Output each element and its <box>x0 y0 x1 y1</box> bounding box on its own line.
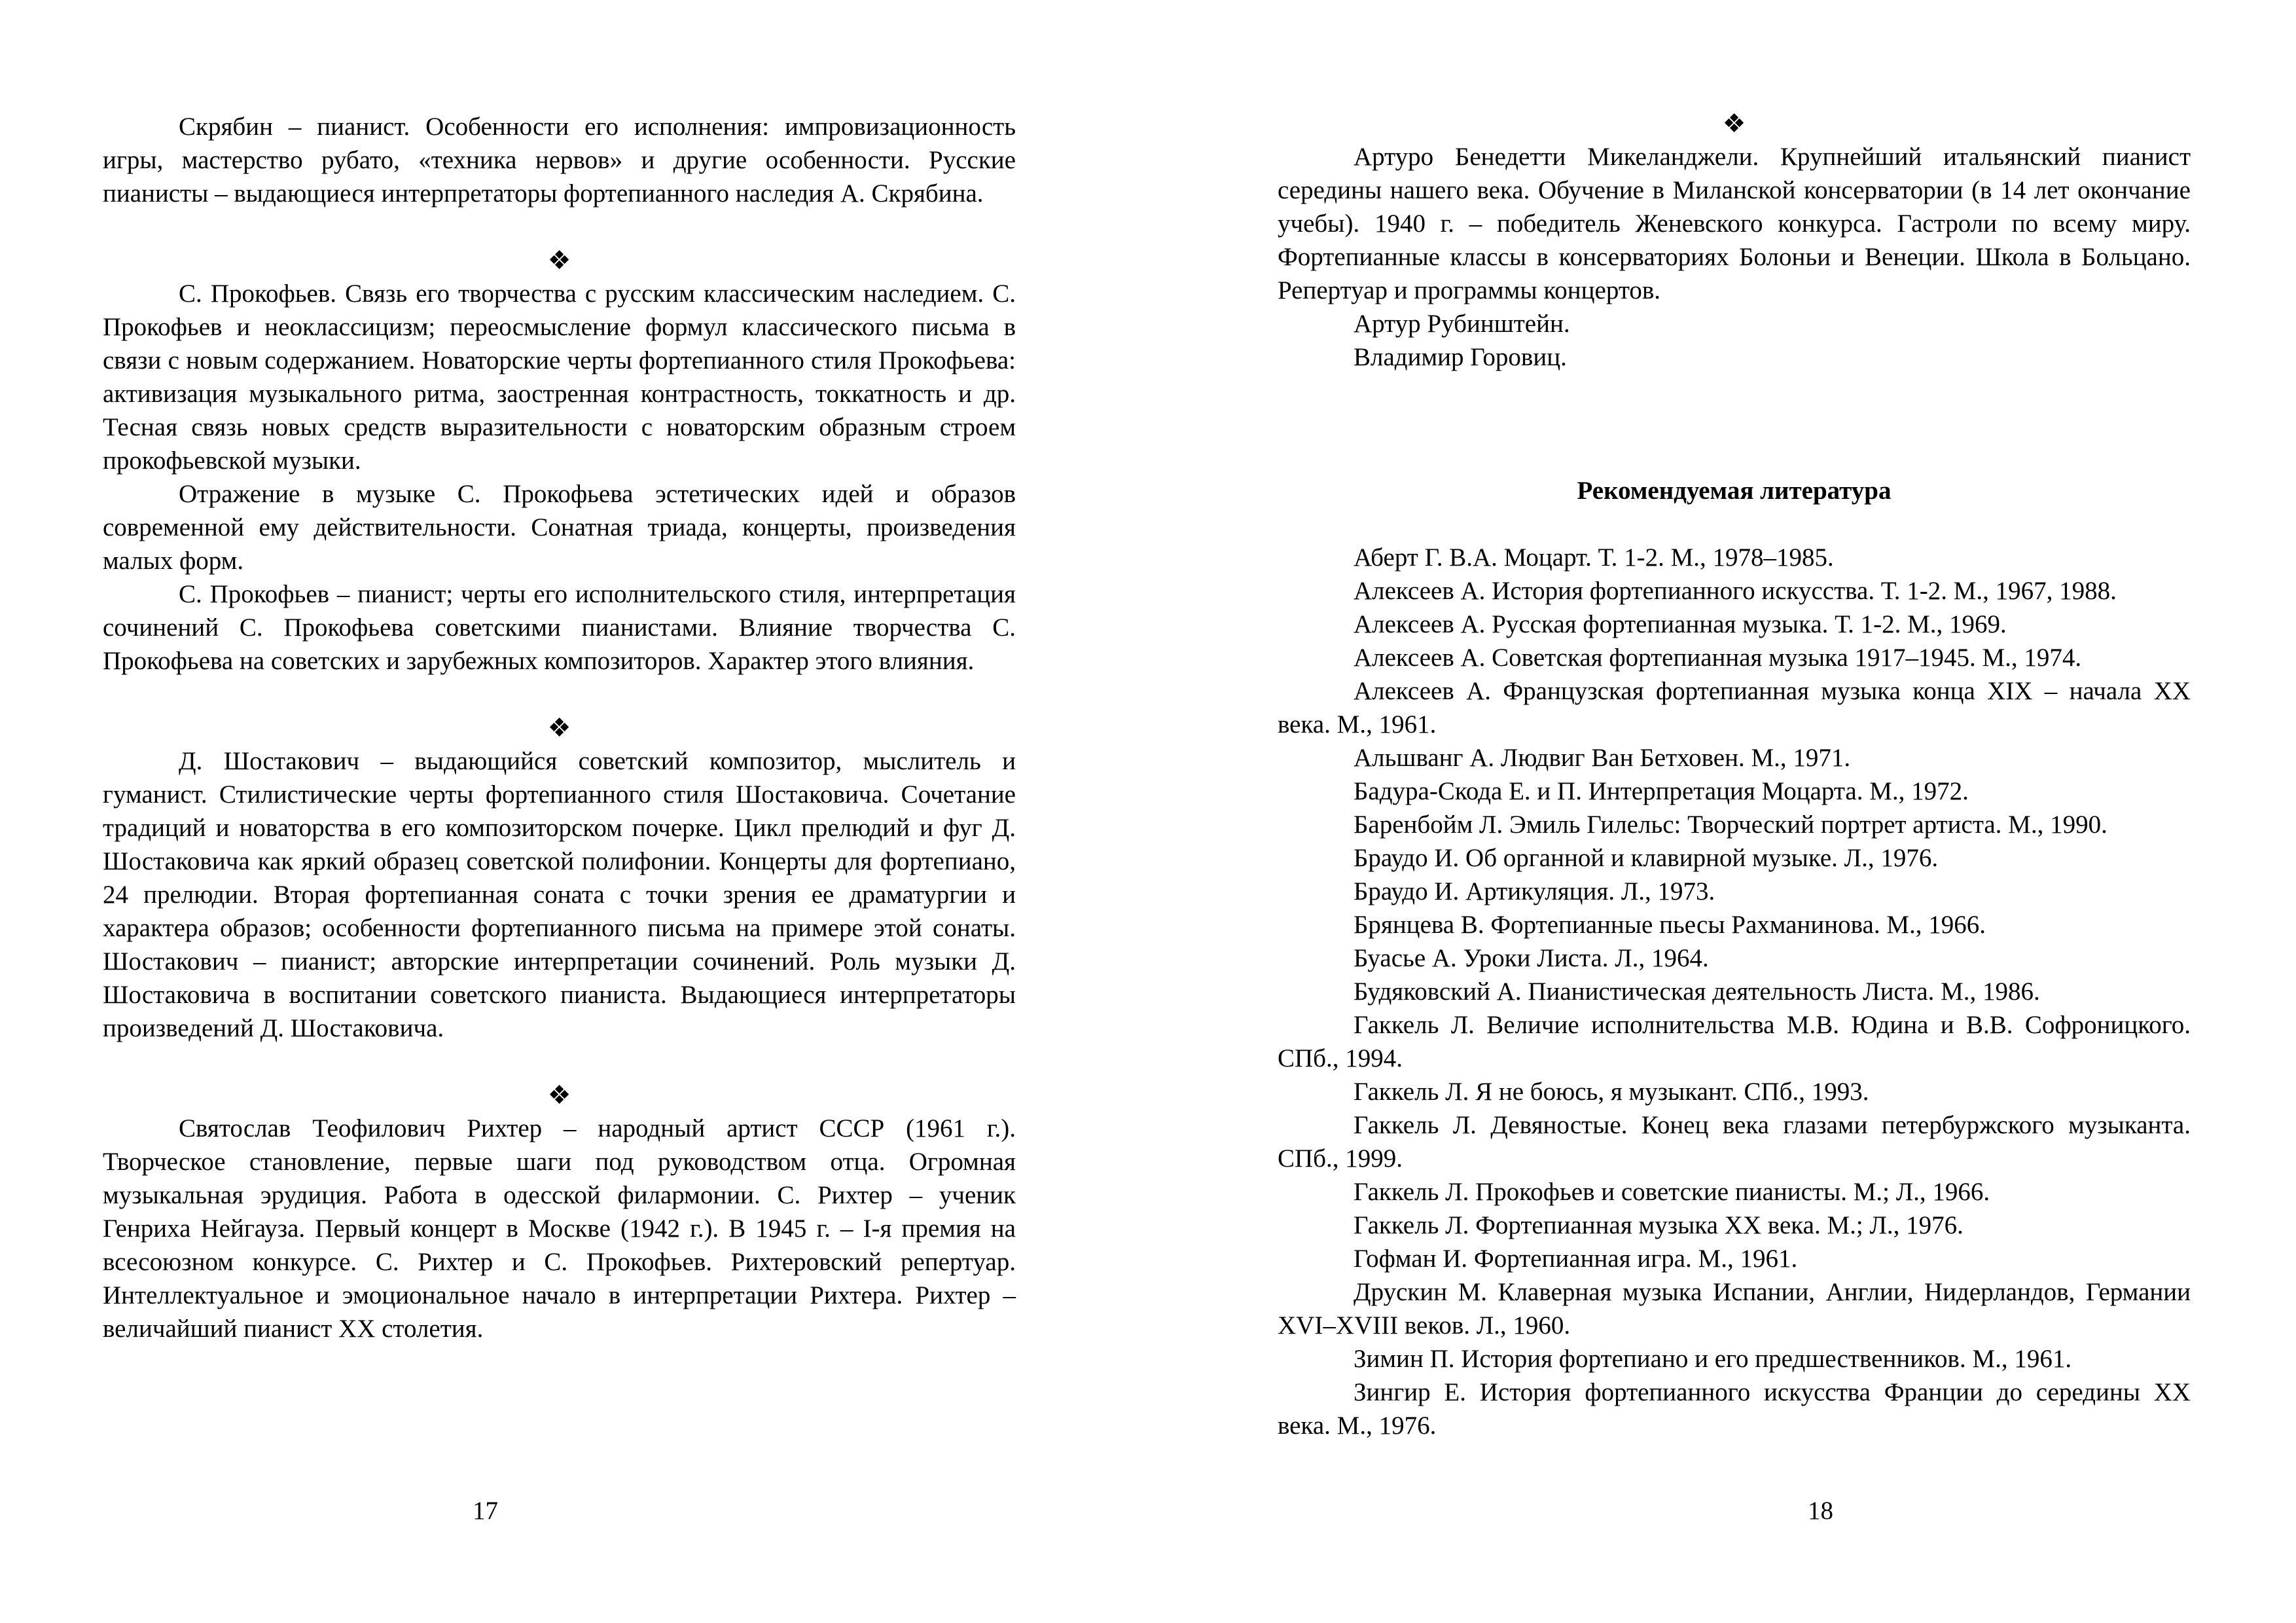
reference-item: Алексеев А. Советская фортепианная музыка 1917–1945. М., 1974. <box>1354 644 2082 672</box>
reference-item: Баренбойм Л. Эмиль Гилельс: Творческий портрет артиста. М., 1990. <box>1354 811 2108 839</box>
reference-item: Гаккель Л. Прокофьев и советские пианисты. М.; Л., 1966. <box>1354 1178 1990 1206</box>
reference-item: Алексеев А. Русская фортепианная музыка. Т. 1-2. М., 1969. <box>1354 610 2007 638</box>
paragraph-prokofiev-1: С. Прокофьев. Связь его творчества с русским классическим наследием. С. Прокофьев и неоклассицизм; переосмысление формул классического письма в связи с новым содержанием. Новаторские черты фортепианного стиля Прокофьева: активизация музыкального ритма, заостренная контрастность, токкатность и др. Тесная связь новых средств выразительности с новаторским образным строем прокофьевской музыки. <box>103 280 1016 475</box>
reference-item: Браудо И. Об органной и клавирной музыке. Л., 1976. <box>1354 844 1939 872</box>
paragraph-scriabin: Скрябин – пианист. Особенности его исполнения: импровизационность игры, мастерство рубато, «техника нервов» и другие особенности. Русские пианисты – выдающиеся интерпретаторы фортепианного наследия А. Скрябина. <box>103 113 1016 208</box>
page-number: 17 <box>473 1497 498 1525</box>
reference-item: Браудо И. Артикуляция. Л., 1973. <box>1354 877 1715 905</box>
name-horowitz: Владимир Горовиц. <box>1354 343 1567 371</box>
paragraph-prokofiev-2: Отражение в музыке С. Прокофьева эстетических идей и образов современной ему действительности. Сонатная триада, концерты, произведения малых форм. <box>103 480 1016 575</box>
reference-item: Зингир Е. История фортепианного искусства Франции до середины XX века. М., 1976. <box>1278 1378 2191 1440</box>
reference-item: Гаккель Л. Величие исполнительства М.В. Юдина и В.В. Софроницкого. СПб., 1994. <box>1278 1011 2191 1072</box>
reference-item: Друскин М. Клаверная музыка Испании, Англии, Нидерландов, Германии XVI–XVIII веков. Л., 1960. <box>1278 1278 2191 1340</box>
paragraph-prokofiev-3: С. Прокофьев – пианист; черты его исполнительского стиля, интерпретация сочинений С. Прокофьева советскими пианистами. Влияние творчества С. Прокофьева на советских и зарубежных композиторов. Характер этого влияния. <box>103 580 1016 675</box>
left-page-text-column <box>103 110 1016 1345</box>
reference-item: Алексеев А. История фортепианного искусства. Т. 1-2. М., 1967, 1988. <box>1354 577 2117 605</box>
paragraph-michelangeli: Артуро Бенедетти Микеланджели. Крупнейший итальянский пианист середины нашего века. Обучение в Миланской консерватории (в 14 лет окончание учебы). 1940 г. – победитель Женевского конкурса. Гастроли по всему миру. Фортепианные классы в консерваториях Болоньи и Венеции. Школа в Больцано. Репертуар и программы концертов. <box>1278 143 2191 304</box>
reference-item: Аберт Г. В.А. Моцарт. Т. 1-2. М., 1978–1985. <box>1354 543 1834 572</box>
reference-list <box>1278 541 2191 1442</box>
page-number: 18 <box>1808 1497 1833 1525</box>
right-page <box>1148 0 2296 1623</box>
recommended-literature-heading: Рекомендуемая литература <box>1577 477 1892 505</box>
section-separator-icon: ❖ <box>547 1080 571 1110</box>
reference-item: Будяковский А. Пианистическая деятельность Листа. М., 1986. <box>1354 977 2040 1006</box>
section-separator-icon: ❖ <box>547 713 571 742</box>
reference-item: Гаккель Л. Девяностые. Конец века глазами петербуржского музыканта. СПб., 1999. <box>1278 1111 2191 1173</box>
reference-item: Буасье А. Уроки Листа. Л., 1964. <box>1354 944 1709 972</box>
paragraph-richter: Святослав Теофилович Рихтер – народный артист СССР (1961 г.). Творческое становление, первые шаги под руководством отца. Огромная музыкальная эрудиция. Работа в одесской филармонии. С. Рихтер – ученик Генриха Нейгауза. Первый концерт в Москве (1942 г.). В 1945 г. – I-я премия на всесоюзном конкурсе. С. Рихтер и С. Прокофьев. Рихтеровский репертуар. Интеллектуальное и эмоциональное начало в интерпретации Рихтера. Рихтер – величайший пианист XX столетия. <box>103 1114 1016 1343</box>
reference-item: Гофман И. Фортепианная игра. М., 1961. <box>1354 1245 1798 1273</box>
reference-item: Альшванг А. Людвиг Ван Бетховен. М., 1971. <box>1354 744 1851 772</box>
section-separator-icon: ❖ <box>1722 109 1746 138</box>
reference-item: Брянцева В. Фортепианные пьесы Рахманинова. М., 1966. <box>1354 911 1986 939</box>
reference-item: Бадура-Скода Е. и П. Интерпретация Моцарта. М., 1972. <box>1354 777 1969 805</box>
reference-item: Гаккель Л. Фортепианная музыка XX века. М.; Л., 1976. <box>1354 1211 1964 1239</box>
reference-item: Алексеев А. Французская фортепианная музыка конца XIX – начала XX века. М., 1961. <box>1278 677 2191 739</box>
reference-item: Гаккель Л. Я не боюсь, я музыкант. СПб., 1993. <box>1354 1078 1869 1106</box>
name-rubinstein: Артур Рубинштейн. <box>1354 310 1570 338</box>
right-page-text-column <box>1278 107 2191 1442</box>
paragraph-shostakovich: Д. Шостакович – выдающийся советский композитор, мыслитель и гуманист. Стилистические черты фортепианного стиля Шостаковича. Сочетание традиций и новаторства в его композиторском почерке. Цикл прелюдий и фуг Д. Шостаковича как яркий образец советской полифонии. Концерты для фортепиано, 24 прелюдии. Вторая фортепианная соната с точки зрения ее драматургии и характера образов; особенности фортепианного письма на примере этой сонаты. Шостакович – пианист; авторские интерпретации сочинений. Роль музыки Д. Шостаковича в воспитании советского пианиста. Выдающиеся интерпретаторы произведений Д. Шостаковича. <box>103 747 1016 1042</box>
section-separator-icon: ❖ <box>547 246 571 275</box>
reference-item: Зимин П. История фортепиано и его предшественников. М., 1961. <box>1354 1345 2072 1373</box>
